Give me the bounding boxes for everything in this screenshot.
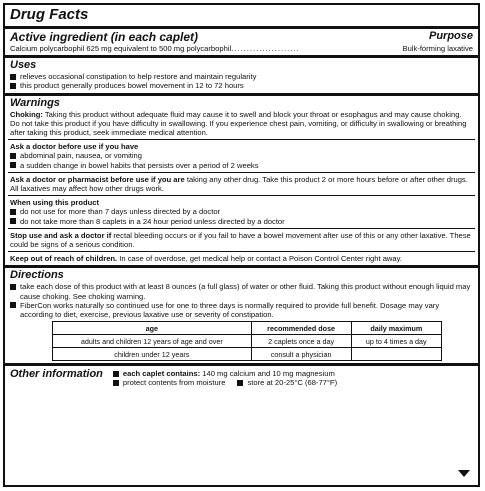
bullet-icon [113, 380, 119, 386]
bullet-icon [10, 74, 16, 80]
table-header-dose: recommended dose [251, 322, 351, 335]
list-item: abdominal pain, nausea, or vomiting [10, 151, 473, 160]
caplet-text: 140 mg calcium and 10 mg magnesium [202, 369, 335, 379]
when-using-list [5, 207, 478, 225]
keep-out-warning [5, 254, 478, 263]
stop-use-label: Stop use and ask a doctor if [10, 230, 112, 240]
uses-heading: Uses [10, 59, 37, 72]
keep-out-text: In case of overdose, get medical help or contact a Poison Control Center right away. [119, 254, 402, 264]
bullet-icon [113, 371, 119, 377]
divider [8, 195, 475, 196]
divider [8, 251, 475, 252]
divider [8, 172, 475, 173]
list-item: take each dose of this product with at least 8 ounces (a full glass) of water or other fluid. Taking this product without enough liquid may cause choking. See choking warning. [10, 282, 473, 300]
continue-arrow-icon [458, 470, 470, 477]
stop-use-text: rectal bleeding occurs or if you fail to have a bowel movement after use of this or any other laxative. These could be signs of a serious condition. [10, 230, 471, 250]
purpose-heading: Purpose [428, 30, 473, 42]
list-item: a sudden change in bowel habits that persists over a period of 2 weeks [10, 161, 473, 170]
ask-pharmacist-text: taking any other drug. Take this product 2 or more hours before or after other drugs. All laxatives may affect how other drugs work. [10, 174, 468, 194]
choking-warning [5, 110, 478, 138]
other-information-heading: Other information [10, 368, 103, 381]
bullet-icon [10, 162, 16, 168]
list-item: relieves occasional constipation to help restore and maintain regularity [10, 72, 473, 81]
uses-list [5, 72, 478, 90]
stop-use-warning [5, 231, 478, 249]
when-using-heading: When using this product [10, 198, 100, 208]
choking-label: Choking: [10, 109, 43, 119]
list-item: do not use for more than 7 days unless directed by a doctor [10, 207, 473, 216]
list-item [113, 369, 337, 378]
table-header-age: age [53, 322, 252, 335]
bullet-icon [10, 83, 16, 89]
list-item [113, 378, 337, 387]
bullet-icon [10, 302, 16, 308]
list-item: FiberCon works naturally so continued use for one to three days is normally required to provide full benefit. Dosage may vary according to diet, exercise, previous laxative use or severity of constipation. [10, 301, 473, 319]
table-header-max: daily maximum [351, 322, 441, 335]
divider [8, 139, 475, 140]
caplet-label: each caplet contains: [122, 369, 201, 379]
directions-heading: Directions [10, 269, 64, 282]
purpose-text: Bulk-forming laxative [402, 44, 473, 53]
table-cell: up to 4 times a day [351, 335, 441, 348]
other-information-list [113, 368, 337, 387]
active-ingredient-text: Calcium polycarbophil 625 mg equivalent to 500 mg polycarbophil [10, 44, 232, 53]
protect-text: protect contents from moisture [122, 378, 226, 388]
drug-facts-title: Drug Facts [5, 5, 478, 29]
list-item: this product generally produces bowel movement in 12 to 72 hours [10, 81, 473, 90]
active-ingredient-header [5, 29, 478, 44]
ask-pharmacist-warning [5, 175, 478, 193]
bullet-icon [10, 218, 16, 224]
list-item: do not take more than 8 caplets in a 24 hour period unless directed by a doctor [10, 217, 473, 226]
drug-facts-panel [3, 3, 480, 487]
table-row [53, 348, 442, 361]
ask-doctor-heading: Ask a doctor before use if you have [10, 142, 139, 152]
table-cell: children under 12 years [53, 348, 252, 361]
bullet-icon [237, 380, 243, 386]
table-row [53, 335, 442, 348]
ask-doctor-list [5, 151, 478, 169]
bullet-icon [10, 153, 16, 159]
bullet-icon [10, 209, 16, 215]
active-ingredient-row [5, 44, 478, 53]
ask-pharmacist-label: Ask a doctor or pharmacist before use if you are [10, 174, 185, 184]
table-cell: adults and children 12 years of age and over [53, 335, 252, 348]
table-header-row [53, 322, 442, 335]
directions-list [5, 282, 478, 319]
dosage-table [52, 321, 442, 361]
other-information [5, 366, 478, 387]
divider [8, 228, 475, 229]
choking-text: Taking this product without adequate fluid may cause it to swell and block your throat or esophagus and may cause choking. Do not take this product if you have difficulty in swallowing. If you experience chest pain, vomiting, or difficulty in swallowing or breathing after taking this product, seek immediate medical attention. [10, 109, 467, 138]
leader-dots: ...................... [231, 44, 300, 53]
table-cell [351, 348, 441, 361]
table-cell: 2 caplets once a day [251, 335, 351, 348]
active-ingredient-heading: Active ingredient (in each caplet) [10, 30, 199, 44]
bullet-icon [10, 284, 16, 290]
store-text: store at 20-25°C (68-77°F) [247, 378, 338, 388]
keep-out-label: Keep out of reach of children. [10, 254, 118, 264]
warnings-heading: Warnings [10, 96, 60, 109]
table-cell: consult a physician [251, 348, 351, 361]
